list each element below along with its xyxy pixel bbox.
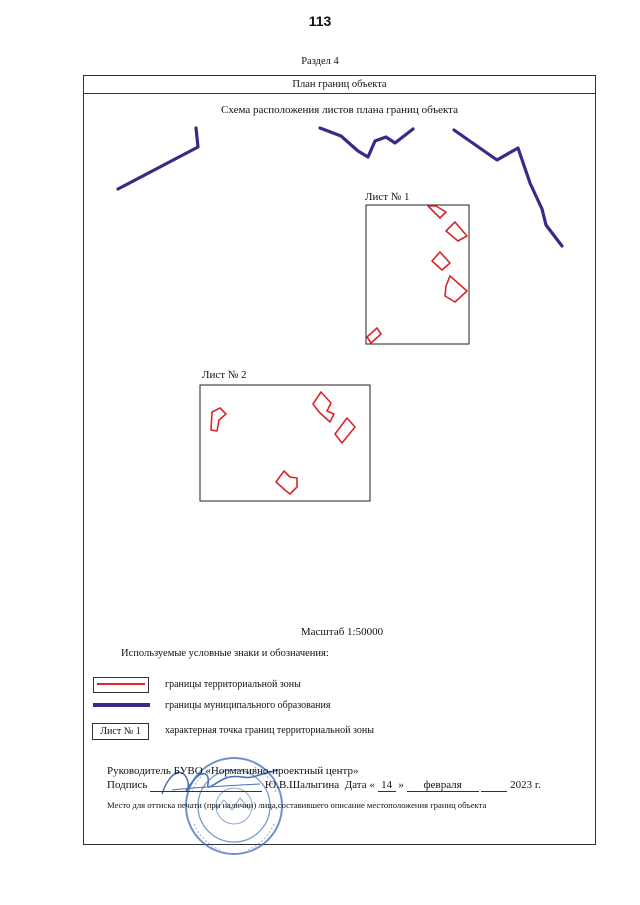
sheet-1-label: Лист № 1 xyxy=(365,191,410,203)
legend-municipal-swatch xyxy=(93,703,150,707)
municipal-boundary-right xyxy=(454,130,562,246)
sign-label: Подпись xyxy=(107,779,148,791)
section-label: Раздел 4 xyxy=(301,56,339,67)
sheet-1-zones xyxy=(367,206,467,343)
zone-polygon xyxy=(276,471,297,494)
sheet-2-zones xyxy=(211,392,355,494)
legend-title: Используемые условные знаки и обозначения: xyxy=(121,648,329,659)
scheme-title: Схема расположения листов плана границ объекта xyxy=(221,104,458,116)
legend-zone-text: границы территориальной зоны xyxy=(165,679,301,690)
zone-polygon xyxy=(367,328,381,343)
date-label: Дата « xyxy=(344,779,375,791)
date-mid: » xyxy=(398,779,404,791)
date-month: февраля xyxy=(407,779,479,792)
signature-line-2 xyxy=(107,779,541,792)
zone-line-sample xyxy=(97,683,145,685)
legend-zone-swatch xyxy=(93,677,149,693)
page-number: 113 xyxy=(308,13,332,29)
zone-polygon xyxy=(428,206,446,218)
date-day: 14 xyxy=(378,779,396,792)
date-year: 2023 г. xyxy=(510,779,541,791)
date-blank xyxy=(481,779,507,792)
frame-title: План границ объекта xyxy=(84,76,595,94)
zone-polygon xyxy=(313,392,334,422)
sign-underline xyxy=(150,779,262,792)
zone-polygon xyxy=(432,252,450,270)
stamp-note: Место для оттиска печати (при наличии) лица,составившего описание местоположения границ объекта xyxy=(107,800,487,810)
sheet-1-frame xyxy=(366,205,469,344)
municipal-boundary-left xyxy=(118,128,198,189)
scheme-map xyxy=(84,93,595,633)
legend-point-text: характерная точка границ территориальной зоны xyxy=(165,725,374,736)
sheet-2-frame xyxy=(200,385,370,501)
zone-polygon xyxy=(446,222,467,241)
legend-municipal-text: границы муниципального образования xyxy=(165,700,331,711)
zone-polygon xyxy=(211,408,226,431)
signature-line-1: Руководитель БУВО «Нормативно-проектный центр» xyxy=(107,765,359,777)
municipal-boundary xyxy=(118,128,562,246)
legend-sheet-box: Лист № 1 xyxy=(92,723,149,740)
signer-name: Ю.В.Шалыгина xyxy=(264,779,340,791)
zone-polygon xyxy=(335,418,355,443)
zone-polygon xyxy=(445,276,467,302)
sheet-2-label: Лист № 2 xyxy=(202,369,247,381)
scale-label: Масштаб 1:50000 xyxy=(300,626,384,638)
municipal-boundary-mid xyxy=(320,128,413,157)
